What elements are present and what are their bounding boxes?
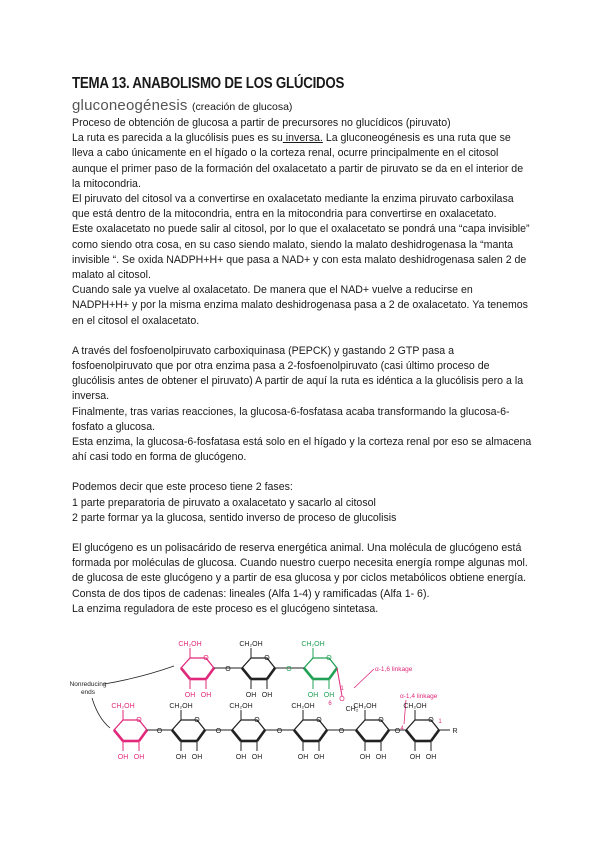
ring-oxygen-label: O bbox=[203, 655, 209, 662]
oh-label: OH bbox=[313, 754, 325, 761]
section-heading-note: (creación de glucosa) bbox=[192, 101, 293, 113]
underlined-word: inversa. bbox=[282, 132, 323, 145]
r-group-label: R bbox=[452, 728, 458, 735]
ch2oh-label: CH₂OH bbox=[169, 703, 193, 710]
ch2oh-label: CH₂OH bbox=[403, 703, 427, 710]
ch2oh-label: CH₂OH bbox=[178, 641, 202, 648]
main-glucose-ring-3-bold-edge bbox=[257, 730, 265, 741]
oh-label: OH bbox=[191, 754, 203, 761]
main-glucose-ring-2-bold-edge bbox=[172, 730, 181, 741]
ch2oh-label: CH₂OH bbox=[229, 703, 253, 710]
ring-oxygen-label: O bbox=[428, 717, 434, 724]
paragraph-4: Este oxalacetato no puede salir al citosol, por lo que el oxalacetato se pondrá una “capa invisible” como siendo otra cosa, en su caso siendo malato, siendo la malato deshidrogenasa la “manta invisible “. Se oxida NADPH+H+ que pasa a NAD+ y con esta malato deshidrogenasa salen 2 de malato al citosol. bbox=[72, 223, 530, 282]
ch2oh-label: CH₂OH bbox=[239, 641, 263, 648]
paragraph-8: Esta enzima, la glucosa-6-fosfatasa está solo en el hígado y la corteza renal por eso se almacena ahí casi todo en forma de glucógeno. bbox=[72, 436, 532, 464]
ring-oxygen-label: O bbox=[254, 717, 260, 724]
oh-label: OH bbox=[425, 754, 437, 761]
alpha-1-6-pointer bbox=[354, 669, 374, 688]
carbon-number-label: 4 bbox=[400, 726, 404, 732]
paragraph-9: Podemos decir que este proceso tiene 2 fases: bbox=[72, 481, 293, 494]
main-glucose-ring-2-bold-edge bbox=[197, 730, 205, 741]
bridge-oxygen-label: O bbox=[286, 666, 292, 673]
paragraph-13: Consta de dos tipos de cadenas: lineales (Alfa 1-4) y ramificadas (Alfa 1- 6). bbox=[72, 587, 430, 600]
top-glucose-ring-2-bold-edge bbox=[267, 668, 275, 679]
bridge-oxygen-label: O bbox=[215, 728, 222, 735]
section-heading: gluconeogénesis bbox=[72, 97, 188, 114]
main-glucose-ring-5-bold-edge bbox=[356, 730, 365, 741]
ring-oxygen-label: O bbox=[136, 717, 142, 724]
oh-label: OH bbox=[175, 754, 187, 761]
bridge-oxygen-label: O bbox=[276, 728, 283, 735]
subtitle-row bbox=[72, 97, 532, 116]
carbon-number-label: 6 bbox=[328, 701, 332, 707]
ch2oh-label: CH₂OH bbox=[111, 703, 135, 710]
nonreducing-ends-label: ends bbox=[80, 689, 96, 696]
oh-label: OH bbox=[235, 754, 247, 761]
bridge-oxygen-label: O bbox=[338, 728, 345, 735]
ch2oh-label: CH₂OH bbox=[301, 641, 325, 648]
main-glucose-ring-5-bold-edge bbox=[381, 730, 389, 741]
oh-label: OH bbox=[184, 692, 196, 699]
paragraph-5: Cuando sale ya vuelve al oxalacetato. De manera que el NAD+ vuelve a reducirse en NADPH+H+ y por la misma enzima malato deshidrogenasa pasa a 2 de oxalacetato. Ya tenemos en el citosol el oxalacetato. bbox=[72, 284, 528, 327]
top-glucose-ring-1-bold-edge bbox=[181, 668, 190, 679]
main-glucose-ring-6-bold-edge bbox=[431, 730, 439, 741]
ring-oxygen-label: O bbox=[316, 717, 322, 724]
alpha-1-4-linkage-label: α-1,4 linkage bbox=[400, 693, 438, 700]
oh-label: OH bbox=[375, 754, 387, 761]
ring-oxygen-label: O bbox=[326, 655, 332, 662]
oh-label: OH bbox=[133, 754, 145, 761]
top-glucose-ring-1-bold-edge bbox=[206, 668, 214, 679]
nonreducing-arrow bbox=[104, 666, 174, 684]
nonreducing-ends-label: Nonreducing bbox=[70, 681, 107, 688]
main-glucose-ring-3-bold-edge bbox=[232, 730, 241, 741]
nonreducing-arrow bbox=[92, 698, 110, 728]
oh-label: OH bbox=[245, 692, 257, 699]
top-glucose-ring-3-bold-edge bbox=[304, 668, 313, 679]
paragraph-6: A través del fosfoenolpiruvato carboxiquinasa (PEPCK) y gastando 2 GTP pasa a fosfoenolpiruvato que por otra enzima pasa a 2-fosfoenolpiruvato (casi último proceso de glucólisis antes de obtener el piruvato) A partir de aquí la ruta es idéntica a la glucólisis pero a la inversa. bbox=[72, 344, 524, 403]
top-glucose-ring-3-bold-edge bbox=[329, 668, 337, 679]
oh-label: OH bbox=[200, 692, 212, 699]
oh-label: OH bbox=[323, 692, 335, 699]
main-glucose-ring-1-bold-edge bbox=[139, 730, 147, 741]
glycogen-structure-diagram bbox=[70, 638, 470, 770]
paragraph-7: Finalmente, tras varias reacciones, la glucosa-6-fosfatasa acaba transformando la glucosa-6-fosfato a glucosa. bbox=[72, 405, 510, 433]
ch2oh-label: CH₂OH bbox=[291, 703, 315, 710]
paragraph-12: El glucógeno es un polisacárido de reserva energética animal. Una molécula de glucógeno está formada por moléculas de glucosa. Cuando nuestro cuerpo necesita energía rompe algunas mol. de glucosa de este glucógeno y a partir de esa glucosa y por ciclos metabólicos obtiene energía. bbox=[72, 542, 528, 585]
bridge-oxygen-label: O bbox=[394, 728, 401, 735]
ch2-label: CH₂ bbox=[345, 706, 359, 713]
paragraph-2: La ruta es parecida a la glucólisis pues es su inversa. La gluconeogénesis es una ruta que se lleva a cabo únicamente en el hígado o la corteza renal, ocurre principalmente en el citosol aunque el primer paso de la formación del oxalacetato a partir de piruvato se da en el interior de la mitocondria. bbox=[72, 132, 524, 190]
alpha-1-6-linkage-label: α-1,6 linkage bbox=[375, 666, 413, 673]
oh-label: OH bbox=[117, 754, 129, 761]
ring-oxygen-label: O bbox=[194, 717, 200, 724]
ring-oxygen-label: O bbox=[264, 655, 270, 662]
phase-2: 2 parte formar ya la glucosa, sentido inverso de proceso de glucolisis bbox=[72, 511, 397, 524]
main-glucose-ring-1-bold-edge bbox=[114, 730, 123, 741]
oh-label: OH bbox=[307, 692, 319, 699]
oh-label: OH bbox=[297, 754, 309, 761]
oh-label: OH bbox=[251, 754, 263, 761]
oh-label: OH bbox=[359, 754, 371, 761]
document-body bbox=[72, 74, 532, 617]
paragraph-14: La enzima reguladora de este proceso es el glucógeno sintetasa. bbox=[72, 602, 379, 615]
bridge-oxygen-label: O bbox=[225, 666, 231, 673]
main-glucose-ring-4-bold-edge bbox=[319, 730, 327, 741]
bridge-oxygen-label: O bbox=[156, 728, 163, 735]
ring-oxygen-label: O bbox=[378, 717, 384, 724]
phase-1: 1 parte preparatoria de piruvato a oxalacetato y sacarlo al citosol bbox=[72, 496, 376, 509]
carbon-number-label: 1 bbox=[340, 686, 344, 692]
page-title: TEMA 13. ANABOLISMO DE LOS GLÚCIDOS bbox=[72, 75, 345, 92]
top-glucose-ring-2-bold-edge bbox=[242, 668, 251, 679]
main-glucose-ring-6-bold-edge bbox=[406, 730, 415, 741]
carbon-number-label: 1 bbox=[438, 719, 442, 725]
oh-label: OH bbox=[409, 754, 421, 761]
ch2oh-label: CH₂OH bbox=[353, 703, 377, 710]
paragraph-1: Proceso de obtención de glucosa a partir de precursores no glucídicos (piruvato) bbox=[72, 117, 451, 129]
bridge-oxygen-label: O bbox=[339, 696, 345, 703]
oh-label: OH bbox=[261, 692, 273, 699]
paragraph-3: El piruvato del citosol va a convertirse en oxalacetato mediante la enzima piruvato carboxilasa que está dentro de la mitocondria, entra en la mitocondria para convertirse en oxalacetato. bbox=[72, 193, 514, 221]
main-glucose-ring-4-bold-edge bbox=[294, 730, 303, 741]
